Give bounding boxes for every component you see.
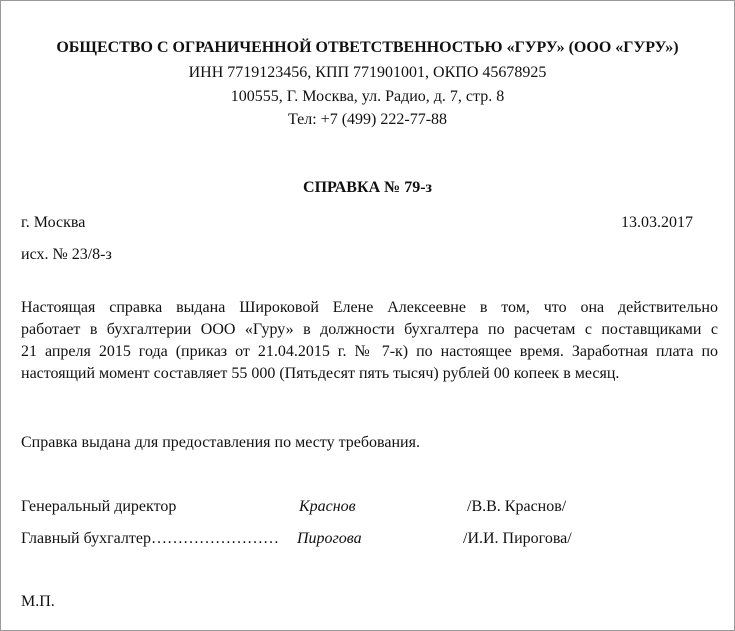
purpose-note: Справка выдана для предоставления по месту требования. [21,434,420,451]
body-line: 21 апреля 2015 года (приказ от 21.04.2015 г. № 7-к) по настоящее время. Заработная плата по [21,343,718,360]
director-position: Генеральный директор [21,498,177,515]
document-city: г. Москва [21,214,86,231]
document-title: СПРАВКА № 79-з [303,179,432,196]
organization-requisites: ИНН 7719123456, КПП 771901001, ОКПО 45678925 [188,64,547,81]
accountant-position: Главный бухгалтер…………………… [21,530,279,547]
director-signature: Краснов [299,498,356,515]
outgoing-number: исх. № 23/8-з [21,246,112,263]
certificate-body [21,297,718,385]
body-line: Настоящая справка выдана Широковой Елене Алексеевне в том, что она действительно [21,299,718,316]
body-line: работает в бухгалтерии ООО «Гуру» в должности бухгалтера по расчетам с поставщиками с [21,321,718,338]
document-date: 13.03.2017 [621,214,693,231]
organization-phone: Тел: +7 (499) 222-77-88 [287,111,448,128]
accountant-name: /И.И. Пирогова/ [463,530,572,547]
organization-address: 100555, Г. Москва, ул. Радио, д. 7, стр. 8 [230,88,505,105]
organization-name: ОБЩЕСТВО С ОГРАНИЧЕННОЙ ОТВЕТСТВЕННОСТЬЮ «ГУРУ» (ООО «ГУРУ») [56,39,679,56]
body-line: настоящий момент составляет 55 000 (Пятьдесят пять тысяч) рублей 00 копеек в месяц. [21,365,620,382]
director-name: /В.В. Краснов/ [467,498,567,515]
accountant-signature: Пирогова [297,530,362,547]
stamp-place: М.П. [21,593,55,610]
